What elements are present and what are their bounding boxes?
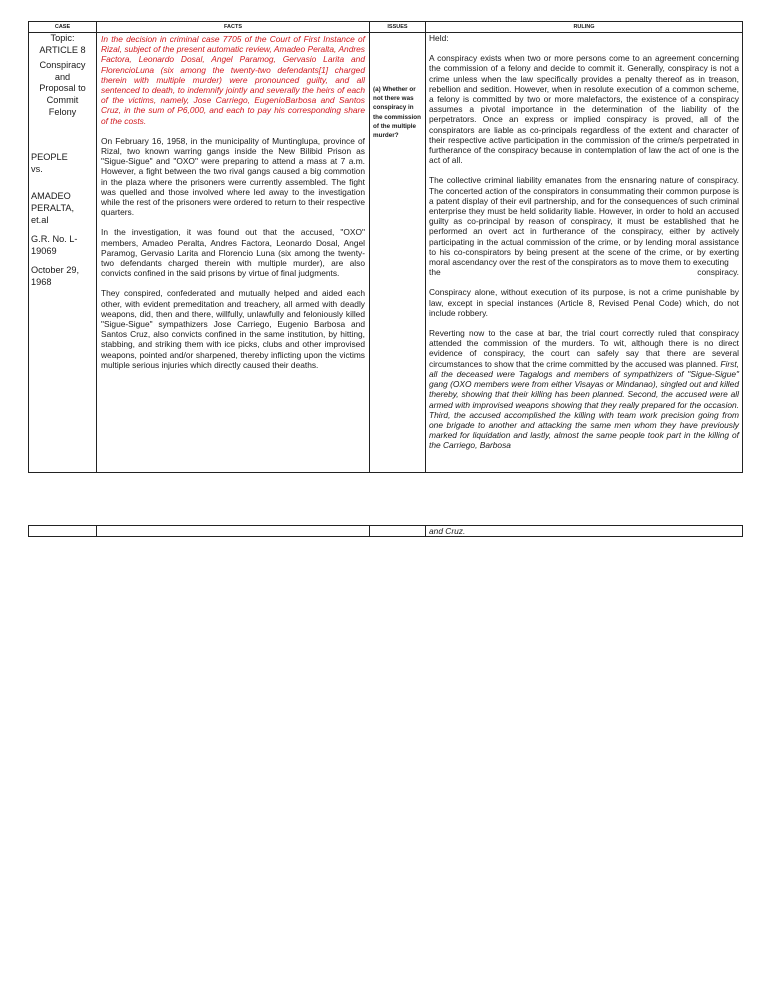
header-row: [29, 22, 743, 33]
ruling-held: Held:: [429, 33, 449, 43]
continuation-row: [29, 526, 743, 537]
facts-paragraph-3: They conspired, confederated and mutually helped and aided each other, with evident premeditation and treachery, all armed with deadly weapons, did, then and there, willfully, unlawfully and feloniously killed "Sigue-Sigue" sympathizers Jose Carriego, Eugenio Barbosa and Santos Cruz, also convicts confined in the same institution, by hitting, stabbing, and striking them with ice picks, clubs and other improvised weapons, pointed and/or sharpened, thereby inflicting upon the victims multiple serious injuries which directly caused their deaths.: [101, 288, 365, 370]
gr-number: G.R. No. L- 19069: [31, 234, 78, 256]
topic-subject: Conspiracy and Proposal to Commit Felony: [39, 60, 86, 117]
ruling-paragraph-1: A conspiracy exists when two or more persons come to an agreement concerning the commission of a felony and decide to commit it. Generally, conspiracy is not a crime unless when the law specifically provides a penalty thereof as in treason, rebellion and sedition. However, when in resolute execution of a common scheme, a felony is committed by two or more malefactors, the existence of a conspiracy assumes a pivotal importance in the determination of the liability of the perpetrators. Once an express or implied conspiracy is proved, all of the conspirators are liable as co-principals regardless of the extent and character of their respective active participation in the commission of the crime/s perpetrated in furtherance of the conspiracy because in contemplation of law the act of one is the act of all.: [429, 53, 739, 166]
party-people: PEOPLE vs.: [31, 152, 68, 174]
ruling-paragraph-2-last-line: the conspiracy.: [429, 267, 739, 278]
facts-intro: In the decision in criminal case 7705 of the Court of First Instance of Rizal, subject of the present automatic review, Amadeo Peralta, Andres Factora, Leonardo Dosal, Angel Paramog, Gervasio Larita and FlorencioLuna (six among the twenty-two defendants[1] charged therein with multiple murder) were pronounced guilty, and all sentenced to death, to indemnify jointly and severally the heirs of each of the victims, namely, Jose Carriego, EugenioBarbosa and Santos Cruz, in the sum of P6,000, and each to pay his corresponding share of the costs.: [101, 34, 365, 126]
ruling-paragraph-3: Conspiracy alone, without execution of its purpose, is not a crime punishable by law, except in special instances (Article 8, Revised Penal Code) which, do not include robbery.: [429, 287, 739, 318]
facts-paragraph-1: On February 16, 1958, in the municipality of Muntinglupa, province of Rizal, two known warring gangs inside the New Bilibid Prison as "Sigue-Sigue" and "OXO" were preparing to attend a mass at 7 a.m. However, a fight between the two rival gangs caused a big commotion in the plaza where the prisoners were currently assembled. The fight was quelled and those involved where led away to the investigation while the rest of the prisoners were ordered to return to their respective quarters.: [101, 135, 365, 218]
case-digest-table: [28, 21, 743, 473]
decision-date: October 29, 1968: [31, 265, 80, 287]
party-accused: AMADEO PERALTA, et.al: [31, 191, 75, 225]
header-facts: FACTS: [97, 22, 370, 33]
issues-cell: [370, 33, 426, 473]
continuation-facts-cell: [97, 526, 370, 537]
header-issues: ISSUES: [370, 22, 426, 33]
facts-paragraph-2: In the investigation, it was found out that the accused, "OXO" members, Amadeo Peralta, Andres Factora, Leonardo Dosal, Angel Paramog, Gervasio Larita and Florencio Luna (six among the twenty-two defendants charged therein with multiple murder), are also convicts confined in the said prisons by virtue of final judgments.: [101, 227, 365, 279]
continuation-issues-cell: [370, 526, 426, 537]
continuation-row-table: [28, 525, 743, 537]
case-row: [29, 33, 743, 473]
continuation-ruling-cell: and Cruz.: [426, 526, 743, 537]
header-ruling: RULING: [426, 22, 743, 33]
ruling-paragraph-2: The collective criminal liability emanates from the ensnaring nature of conspiracy. The concerted action of the conspirators in consummating their common purpose is a patent display of their evil partnership, and for the consequences of such criminal enterprise they must be held solidarity liable. However, in order to hold an accused guilty as co-principal by reason of conspiracy, it must be established that he performed an overt act in furtherance of the conspiracy, either by actively participating in the actual commission of the crime, or by lending moral assistance to his co-conspirators by being present at the scene of the crime, or by exerting moral ascendancy over the rest of the conspirators as to move them to executing the conspiracy.: [429, 175, 739, 278]
issue-1: (a) Whether or not there was conspiracy in the commission of the multiple murder?: [373, 86, 421, 140]
header-case: CASE: [29, 22, 97, 33]
ruling-paragraph-4: Reverting now to the case at bar, the trial court correctly ruled that conspiracy attended the commission of the murders. To wit, although there is no direct evidence of conspiracy, the court can safely say that there are several circumstances to show that the crime committed by the accused was planned. First, all the deceased were Tagalogs and members of sympathizers of "Sigue-Sigue" gang (OXO members were from either Visayas or Mindanao), singled out and killed thereby, showing that their killing has been planned. Second, the accused were all armed with improvised weapons showing that they really prepared for the occasion. Third, the accused accomplished the killing with team work precision going from one brigade to another and attacking the same men whom they have previously marked for liquidation and lastly, almost the same people took part in the killing of the Carriego, Barbosa: [429, 328, 740, 451]
ruling-cell: [426, 33, 743, 473]
facts-cell: [97, 33, 370, 473]
case-cell: [29, 33, 97, 473]
topic: Topic: ARTICLE 8: [39, 33, 86, 55]
continuation-case-cell: [29, 526, 97, 537]
